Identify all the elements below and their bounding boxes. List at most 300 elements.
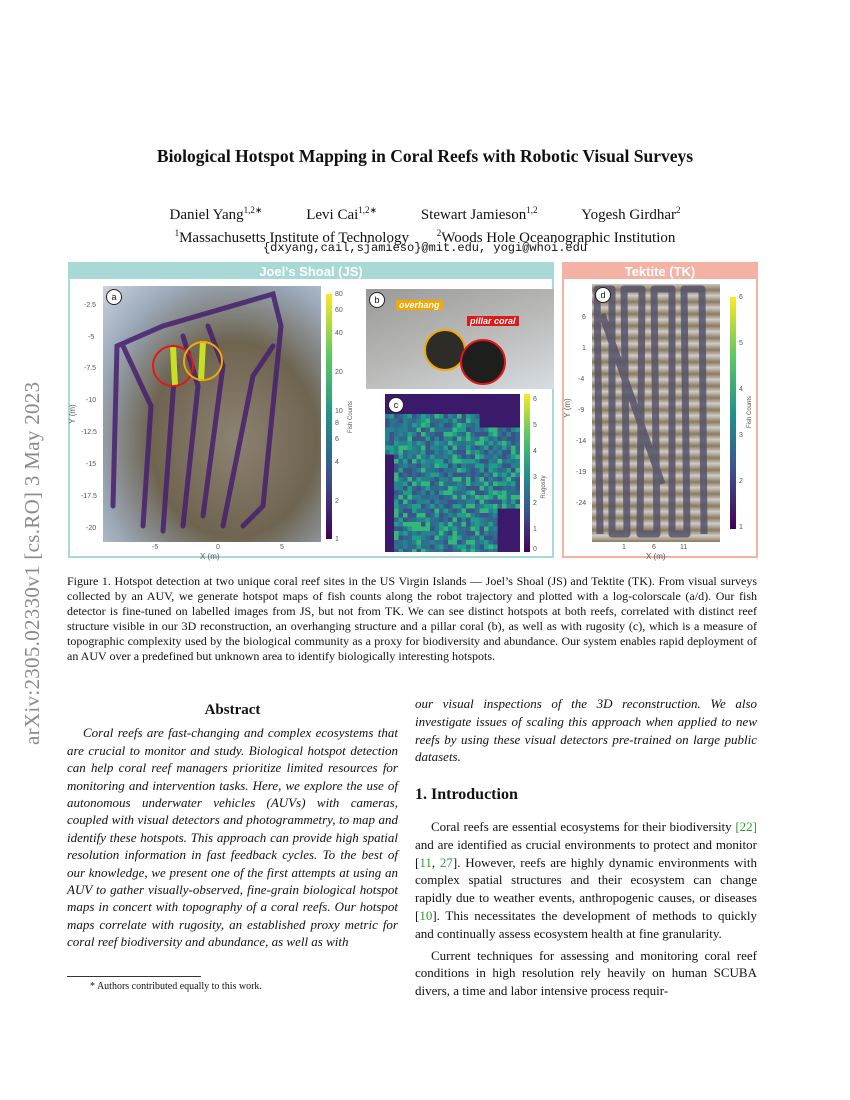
heatmap-cell (471, 486, 476, 491)
y-tick: -7.5 (84, 365, 97, 372)
heatmap-cell (453, 477, 458, 482)
heatmap-cell (489, 536, 494, 541)
heatmap-cell (426, 455, 431, 460)
heatmap-cell (507, 486, 512, 491)
heatmap-cell (448, 527, 453, 532)
cbar-tick: 4 (335, 459, 339, 466)
heatmap-cell (480, 513, 485, 518)
heatmap-cell (475, 432, 480, 437)
js-panel (68, 262, 554, 561)
heatmap-cell (421, 509, 426, 514)
heatmap-cell (426, 522, 431, 527)
heatmap-cell (484, 540, 489, 545)
heatmap-cell (412, 491, 417, 496)
heatmap-cell (417, 441, 422, 446)
heatmap-cell (399, 504, 404, 509)
heatmap-cell (430, 428, 435, 433)
heatmap-cell (493, 495, 498, 500)
heatmap-cell (412, 518, 417, 523)
heatmap-cell (453, 536, 458, 541)
heatmap-cell (421, 540, 426, 545)
heatmap-cell (403, 468, 408, 473)
heatmap-cell (435, 459, 440, 464)
heatmap-cell (475, 441, 480, 446)
heatmap-cell (408, 536, 413, 541)
heatmap-cell (489, 491, 494, 496)
heatmap-cell (430, 468, 435, 473)
heatmap-cell (417, 437, 422, 442)
heatmap-cell (394, 536, 399, 541)
heatmap-cell (417, 419, 422, 424)
y-tick: -5 (88, 334, 95, 341)
heatmap-cell (412, 446, 417, 451)
heatmap-cell (511, 432, 516, 437)
heatmap-cell (417, 468, 422, 473)
heatmap-cell (439, 504, 444, 509)
heatmap-cell (498, 455, 503, 460)
heatmap-cell (439, 468, 444, 473)
heatmap-cell (511, 500, 516, 505)
heatmap-cell (403, 482, 408, 487)
y-axis-label: Y (m) (563, 398, 572, 418)
heatmap-cell (516, 450, 521, 455)
citation-link[interactable]: 27 (439, 854, 453, 870)
heatmap-cell (399, 419, 404, 424)
heatmap-cell (466, 477, 471, 482)
heatmap-cell (394, 540, 399, 545)
author-emails: {dxyang,cail,sjamieso}@mit.edu, yogi@whoi.edu (262, 241, 588, 255)
heatmap-cell (417, 428, 422, 433)
heatmap-cell (480, 536, 485, 541)
heatmap-cell (480, 545, 485, 550)
heatmap-cell (498, 504, 503, 509)
citation-link[interactable]: 10 (419, 907, 433, 923)
heatmap-cell (516, 432, 521, 437)
heatmap-cell (421, 464, 426, 469)
heatmap-cell (498, 428, 503, 433)
heatmap-cell (417, 504, 422, 509)
heatmap-cell (435, 522, 440, 527)
heatmap-cell (394, 522, 399, 527)
heatmap-cell (426, 419, 431, 424)
heatmap-cell (421, 437, 426, 442)
heatmap-cell (484, 504, 489, 509)
heatmap-cell (417, 464, 422, 469)
citation-link[interactable]: 11 (419, 854, 432, 870)
heatmap-cell (502, 432, 507, 437)
heatmap-cell (444, 531, 449, 536)
heatmap-cell (453, 473, 458, 478)
heatmap-cell (507, 459, 512, 464)
heatmap-cell (444, 518, 449, 523)
heatmap-cell (394, 491, 399, 496)
author (581, 207, 680, 223)
heatmap-cell (403, 500, 408, 505)
heatmap-cell (466, 459, 471, 464)
heatmap-cell (399, 509, 404, 514)
heatmap-cell (403, 545, 408, 550)
author (421, 207, 538, 223)
y-tick: -14 (576, 438, 587, 445)
heatmap-cell (484, 455, 489, 460)
heatmap-cell (444, 491, 449, 496)
heatmap-cell (394, 473, 399, 478)
heatmap-cell (448, 495, 453, 500)
heatmap-cell (484, 428, 489, 433)
author-name: Yogesh Girdhar (581, 207, 676, 223)
heatmap-cell (462, 446, 467, 451)
heatmap-cell (471, 455, 476, 460)
heatmap-cell (471, 428, 476, 433)
heatmap-cell (466, 468, 471, 473)
heatmap-cell (403, 441, 408, 446)
heatmap-cell (426, 495, 431, 500)
cbar-tick: 8 (335, 420, 339, 427)
heatmap-cell (507, 500, 512, 505)
heatmap-cell (475, 513, 480, 518)
heatmap-cell (466, 527, 471, 532)
heatmap-cell (439, 464, 444, 469)
heatmap-cell (426, 527, 431, 532)
heatmap-cell (439, 491, 444, 496)
heatmap-cell (475, 486, 480, 491)
heatmap-cell (448, 504, 453, 509)
author-sup: 1,2 (526, 205, 538, 215)
heatmap-cell (498, 486, 503, 491)
heatmap-cell (426, 437, 431, 442)
heatmap-cell (444, 540, 449, 545)
heatmap-cell (426, 459, 431, 464)
heatmap-cell (408, 428, 413, 433)
heatmap-cell (444, 522, 449, 527)
heatmap-cell (466, 432, 471, 437)
heatmap-cell (489, 446, 494, 451)
y-tick: -2.5 (84, 302, 97, 309)
heatmap-cell (444, 504, 449, 509)
heatmap-cell (466, 437, 471, 442)
heatmap-cell (457, 441, 462, 446)
citation-link[interactable]: [22] (735, 818, 757, 834)
heatmap-cell (439, 450, 444, 455)
heatmap-cell (475, 450, 480, 455)
heatmap-cell (444, 446, 449, 451)
heatmap-cell (439, 459, 444, 464)
heatmap-cell (498, 464, 503, 469)
heatmap-cell (399, 482, 404, 487)
heatmap-cell (430, 531, 435, 536)
heatmap-cell (408, 468, 413, 473)
cbar-tick: 10 (335, 408, 343, 415)
heatmap-cell (484, 486, 489, 491)
heatmap-cell (457, 522, 462, 527)
heatmap-cell (435, 437, 440, 442)
heatmap-cell (480, 509, 485, 514)
heatmap-cell (439, 536, 444, 541)
heatmap-cell (390, 450, 395, 455)
heatmap-cell (430, 414, 435, 419)
heatmap-cell (457, 549, 462, 552)
heatmap-cell (439, 500, 444, 505)
heatmap-cell (417, 459, 422, 464)
heatmap-cell (489, 509, 494, 514)
heatmap-cell (489, 450, 494, 455)
heatmap-cell (466, 513, 471, 518)
rugosity-map (385, 394, 520, 552)
heatmap-cell (399, 486, 404, 491)
heatmap-cell (498, 495, 503, 500)
x-axis-label: X (m) (646, 552, 666, 561)
heatmap-cell (439, 419, 444, 424)
heatmap-cell (466, 549, 471, 552)
heatmap-cell (480, 486, 485, 491)
heatmap-cell (439, 441, 444, 446)
heatmap-cell (390, 432, 395, 437)
heatmap-cell (403, 536, 408, 541)
heatmap-cell (471, 513, 476, 518)
heatmap-cell (448, 491, 453, 496)
heatmap-cell (471, 419, 476, 424)
heatmap-cell (484, 477, 489, 482)
heatmap-cell (435, 482, 440, 487)
heatmap-cell (493, 491, 498, 496)
heatmap-cell (511, 504, 516, 509)
heatmap-cell (403, 540, 408, 545)
heatmap-cell (412, 495, 417, 500)
heatmap-cell (462, 414, 467, 419)
heatmap-cell (430, 504, 435, 509)
heatmap-cell (444, 536, 449, 541)
heatmap-cell (394, 545, 399, 550)
heatmap-cell (516, 473, 521, 478)
heatmap-cell (439, 545, 444, 550)
heatmap-cell (412, 522, 417, 527)
heatmap-cell (394, 504, 399, 509)
heatmap-cell (475, 419, 480, 424)
heatmap-cell (421, 513, 426, 518)
heatmap-cell (453, 459, 458, 464)
right-column (415, 695, 757, 1000)
panel-b-label: b (369, 292, 385, 308)
heatmap-cell (453, 441, 458, 446)
heatmap-cell (498, 491, 503, 496)
heatmap-cell (475, 536, 480, 541)
heatmap-cell (471, 549, 476, 552)
heatmap-cell (417, 450, 422, 455)
heatmap-cell (489, 531, 494, 536)
heatmap-cell (466, 518, 471, 523)
cbar-tick: 6 (335, 436, 339, 443)
y-axis-label: Y (m) (68, 404, 77, 424)
heatmap-cell (502, 491, 507, 496)
heatmap-cell (435, 495, 440, 500)
heatmap-cell (408, 437, 413, 442)
heatmap-cell (417, 531, 422, 536)
heatmap-cell (453, 527, 458, 532)
x-tick: -5 (152, 544, 159, 551)
heatmap-cell (412, 464, 417, 469)
colorbar-fish-js (326, 294, 332, 539)
heatmap-cell (444, 428, 449, 433)
heatmap-cell (403, 473, 408, 478)
heatmap-cell (471, 536, 476, 541)
heatmap-cell (412, 536, 417, 541)
heatmap-cell (430, 419, 435, 424)
heatmap-cell (498, 500, 503, 505)
heatmap-cell (426, 464, 431, 469)
heatmap-cell (511, 455, 516, 460)
heatmap-cell (430, 536, 435, 541)
heatmap-cell (403, 459, 408, 464)
heatmap-cell (399, 441, 404, 446)
heatmap-cell (430, 540, 435, 545)
heatmap-cell (394, 428, 399, 433)
heatmap-cell (430, 513, 435, 518)
heatmap-cell (403, 531, 408, 536)
heatmap-cell (417, 522, 422, 527)
heatmap-cell (462, 482, 467, 487)
heatmap-cell (430, 459, 435, 464)
heatmap-cell (511, 437, 516, 442)
heatmap-cell (493, 455, 498, 460)
heatmap-cell (457, 527, 462, 532)
heatmap-cell (435, 455, 440, 460)
heatmap-cell (480, 446, 485, 451)
heatmap-cell (511, 482, 516, 487)
heatmap-cell (466, 414, 471, 419)
heatmap-cell (394, 450, 399, 455)
heatmap-cell (462, 536, 467, 541)
heatmap-cell (498, 437, 503, 442)
heatmap-cell (493, 545, 498, 550)
heatmap-cell (502, 464, 507, 469)
heatmap-cell (489, 455, 494, 460)
heatmap-cell (471, 441, 476, 446)
heatmap-cell (421, 491, 426, 496)
heatmap-cell (480, 500, 485, 505)
heatmap-cell (394, 549, 399, 552)
cbar-tick: 80 (335, 291, 343, 298)
heatmap-cell (403, 437, 408, 442)
heatmap-cell (403, 522, 408, 527)
heatmap-cell (471, 446, 476, 451)
heatmap-cell (412, 428, 417, 433)
heatmap-cell (489, 549, 494, 552)
heatmap-cell (480, 455, 485, 460)
x-axis-label: X (m) (200, 552, 220, 561)
heatmap-cell (484, 432, 489, 437)
heatmap-cell (453, 464, 458, 469)
heatmap-cell (435, 540, 440, 545)
heatmap-cell (489, 486, 494, 491)
heatmap-cell (394, 437, 399, 442)
heatmap-cell (421, 428, 426, 433)
heatmap-cell (462, 513, 467, 518)
heatmap-cell (417, 518, 422, 523)
heatmap-cell (516, 491, 521, 496)
heatmap-cell (484, 545, 489, 550)
heatmap-cell (480, 549, 485, 552)
author-name: Levi Cai (306, 207, 359, 223)
heatmap-cell (408, 441, 413, 446)
author-name: Stewart Jamieson (420, 207, 527, 223)
heatmap-cell (444, 545, 449, 550)
affiliation-name: Massachusetts Institute of Technology (179, 230, 409, 246)
heatmap-cell (462, 441, 467, 446)
heatmap-cell (444, 432, 449, 437)
heatmap-cell (471, 491, 476, 496)
heatmap-cell (453, 414, 458, 419)
heatmap-cell (439, 486, 444, 491)
heatmap-cell (502, 486, 507, 491)
abstract-heading: Abstract (204, 702, 261, 718)
heatmap-cell (471, 495, 476, 500)
heatmap-cell (457, 437, 462, 442)
heatmap-cell (399, 500, 404, 505)
heatmap-cell (412, 486, 417, 491)
heatmap-cell (489, 473, 494, 478)
heatmap-cell (444, 495, 449, 500)
heatmap-cell (462, 432, 467, 437)
heatmap-cell (412, 432, 417, 437)
heatmap-cell (466, 450, 471, 455)
heatmap-cell (457, 540, 462, 545)
heatmap-cell (399, 432, 404, 437)
heatmap-cell (448, 419, 453, 424)
heatmap-cell (399, 428, 404, 433)
heatmap-cell (448, 513, 453, 518)
heatmap-cell (390, 437, 395, 442)
heatmap-cell (471, 450, 476, 455)
cbar-tick: 4 (533, 448, 537, 455)
heatmap-cell (466, 486, 471, 491)
heatmap-cell (511, 450, 516, 455)
heatmap-cell (430, 477, 435, 482)
heatmap-cell (412, 437, 417, 442)
heatmap-cell (399, 437, 404, 442)
heatmap-cell (417, 500, 422, 505)
heatmap-cell (403, 491, 408, 496)
heatmap-cell (403, 549, 408, 552)
heatmap-cell (417, 414, 422, 419)
heatmap-cell (457, 486, 462, 491)
heatmap-cell (435, 509, 440, 514)
heatmap-cell (408, 482, 413, 487)
heatmap-cell (471, 540, 476, 545)
heatmap-cell (417, 509, 422, 514)
heatmap-cell (457, 491, 462, 496)
heatmap-cell (457, 545, 462, 550)
heatmap-cell (430, 482, 435, 487)
heatmap-cell (493, 518, 498, 523)
heatmap-cell (475, 468, 480, 473)
heatmap-cell (480, 491, 485, 496)
heatmap-cell (484, 500, 489, 505)
heatmap-cell (435, 549, 440, 552)
heatmap-cell (394, 477, 399, 482)
heatmap-cell (457, 464, 462, 469)
heatmap-cell (421, 504, 426, 509)
heatmap-cell (462, 518, 467, 523)
heatmap-cell (439, 531, 444, 536)
heatmap-cell (412, 459, 417, 464)
heatmap-cell (489, 432, 494, 437)
heatmap-cell (412, 527, 417, 532)
heatmap-cell (453, 455, 458, 460)
heatmap-cell (426, 446, 431, 451)
heatmap-cell (421, 441, 426, 446)
heatmap-cell (471, 459, 476, 464)
heatmap-cell (435, 531, 440, 536)
